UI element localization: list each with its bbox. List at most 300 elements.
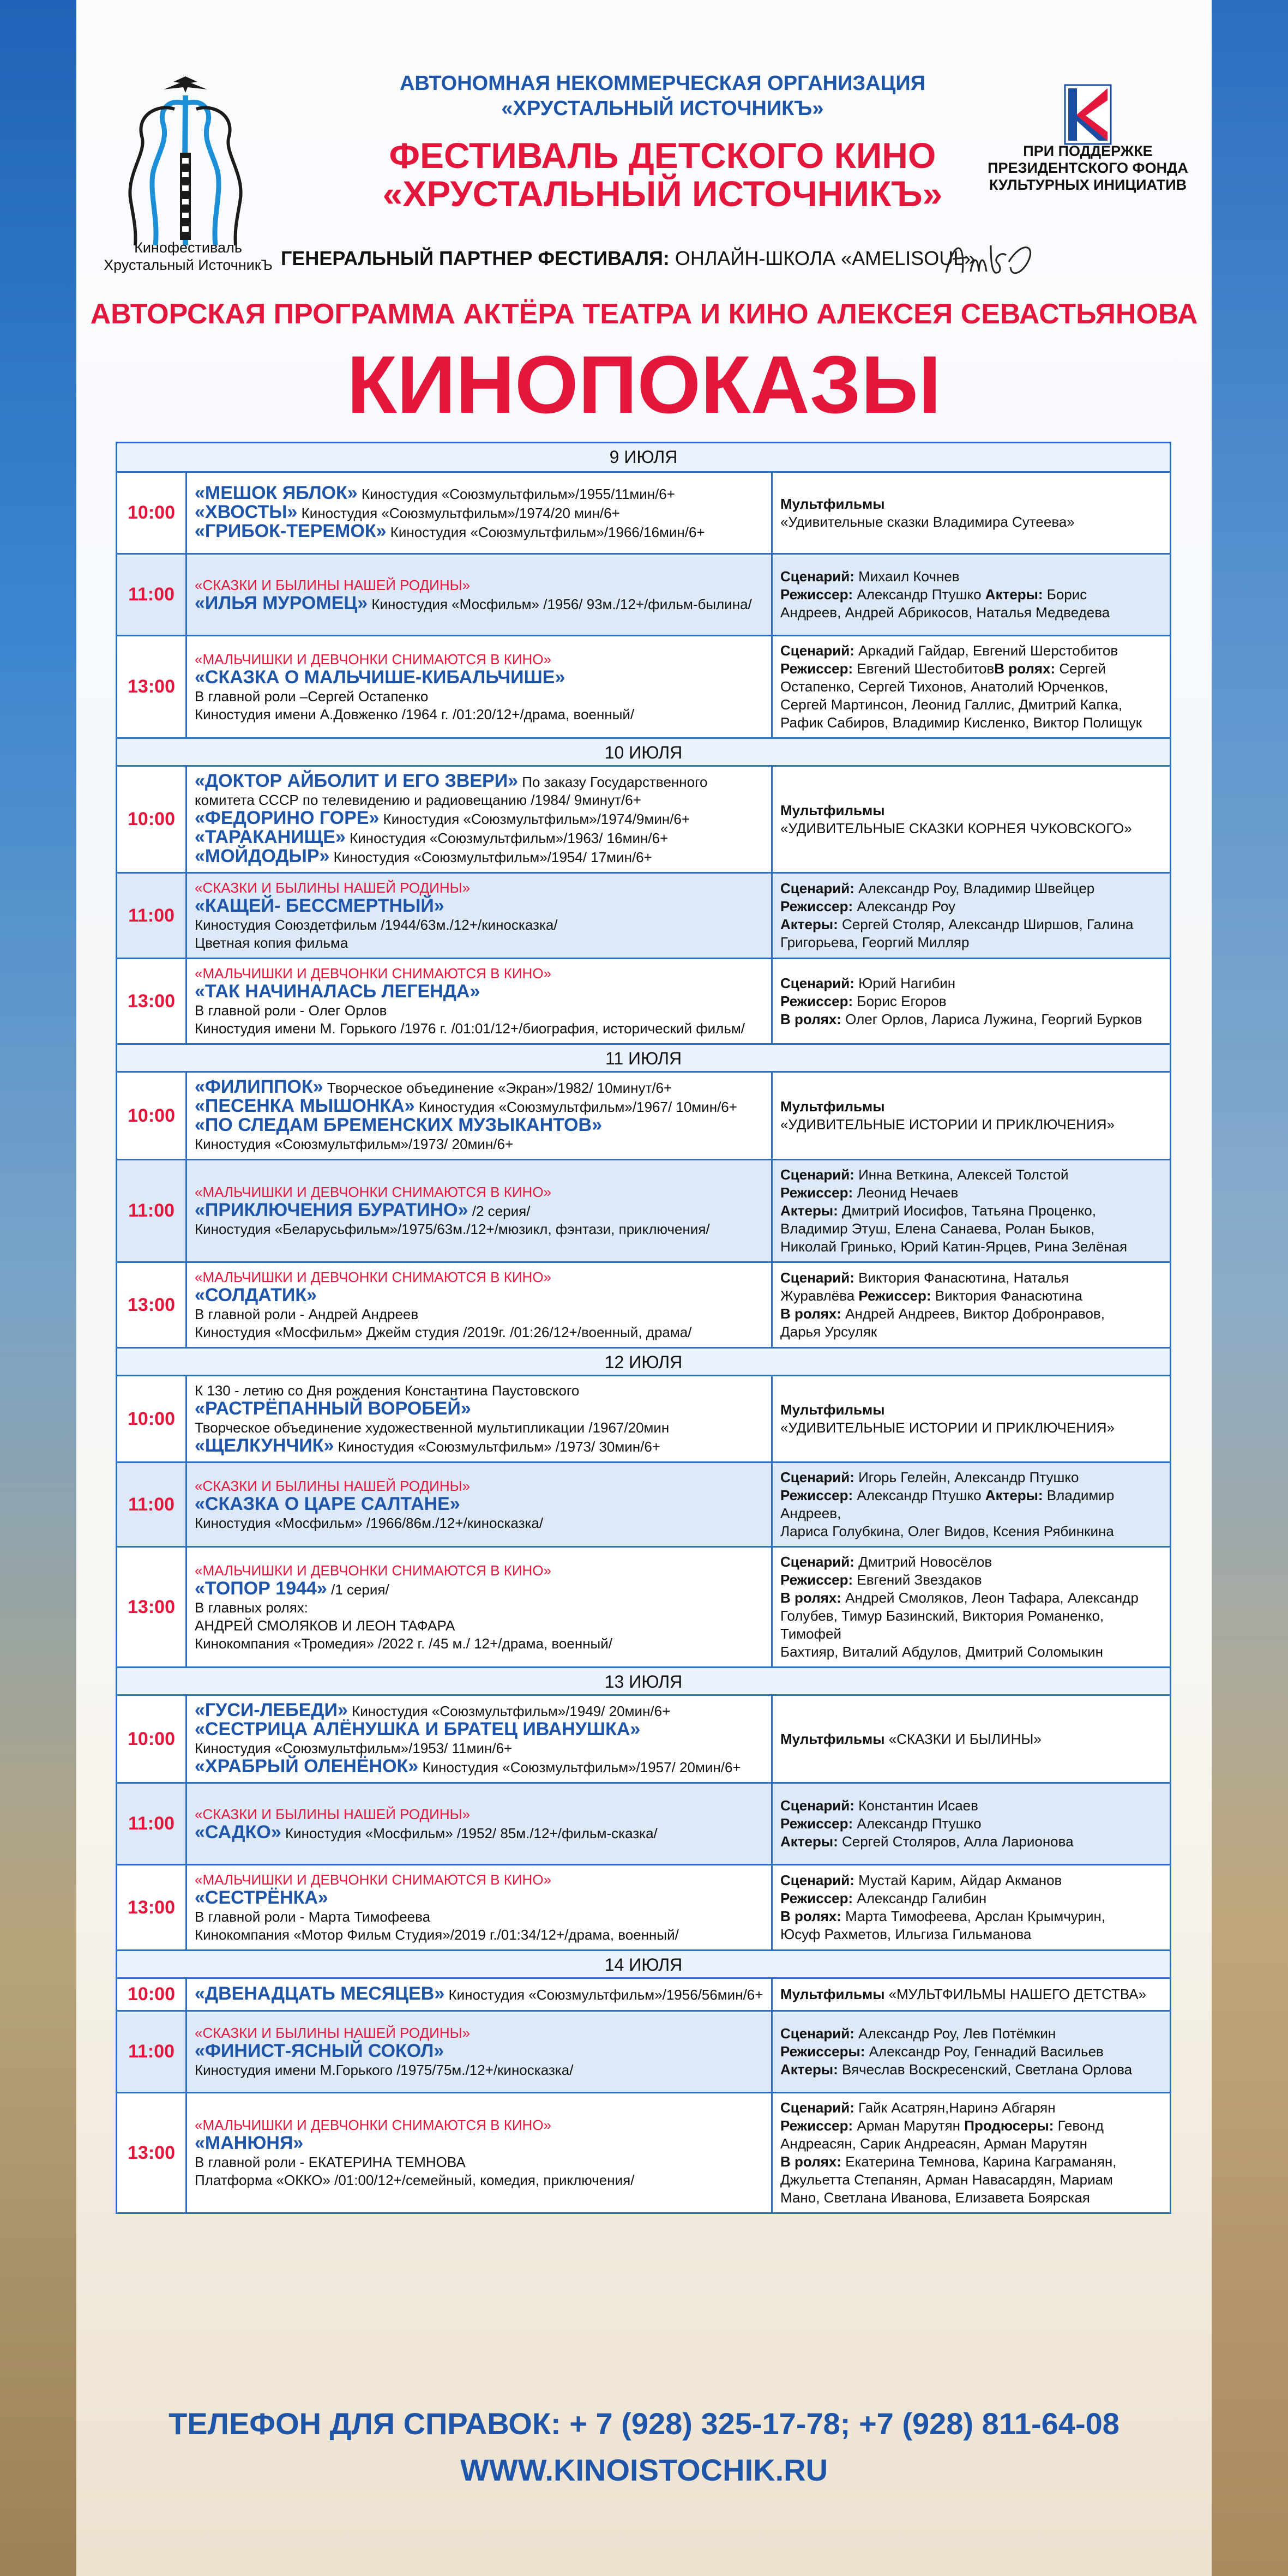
info-text: Андреев, Андрей Абрикосов, Наталья Медведева (780, 604, 1110, 621)
text-line (195, 1437, 763, 1456)
text-line (195, 965, 763, 983)
text-line (195, 1305, 763, 1323)
info-text: Творческое объединение художественной мультипликации /1967/20мин (195, 1419, 670, 1436)
info-label: Сценарий: (780, 642, 854, 659)
crew-info (773, 1376, 1170, 1461)
film-title: «СОЛДАТИК» (195, 1285, 317, 1305)
film-title: «ФИЛИППОК» (195, 1076, 323, 1097)
series-label: «СКАЗКИ И БЫЛИНЫ НАШЕЙ РОДИНЫ» (195, 1477, 471, 1494)
session-time: 13:00 (117, 1263, 187, 1347)
text-line (780, 2153, 1162, 2171)
text-line (780, 642, 1162, 660)
text-line (195, 1382, 763, 1400)
film-description (187, 1865, 773, 1949)
text-line (195, 1419, 763, 1437)
session-time: 13:00 (117, 636, 187, 737)
info-label: В ролях: (780, 1305, 841, 1322)
film-description (187, 1979, 773, 2010)
info-text: Джульетта Степанян, Арман Навасардян, Мариам (780, 2171, 1113, 2188)
info-label: Актеры: (985, 1487, 1043, 1503)
text-line (195, 1078, 763, 1097)
text-line (780, 1643, 1162, 1661)
info-label: В ролях: (780, 1590, 841, 1606)
info-text: АНДРЕЙ СМОЛЯКОВ И ЛЕОН ТАФАРА (195, 1617, 455, 1634)
text-line (195, 594, 763, 613)
info-text: Киностудия «Мосфильм» Джейм студия /2019г. /01:26/12+/военный, драма/ (195, 1324, 692, 1340)
film-description (187, 1376, 773, 1461)
text-line (780, 1419, 1162, 1437)
series-label: «МАЛЬЧИШКИ И ДЕВЧОНКИ СНИМАЮТСЯ В КИНО» (195, 1871, 552, 1888)
info-text: Киностудия имени М. Горького /1976 г. /01:01/12+/биография, исторический фильм/ (195, 1020, 745, 1037)
text-line (195, 879, 763, 897)
info-label: Актеры: (780, 1833, 838, 1850)
film-title: «ПО СЛЕДАМ БРЕМЕНСКИХ МУЗЫКАНТОВ» (195, 1115, 602, 1135)
day-header: 11 ИЮЛЯ (117, 1043, 1170, 1071)
info-text: Андреасян, Сарик Андреасян, Арман Марутян (780, 2135, 1088, 2152)
festival-name (305, 136, 1020, 213)
crew-info (773, 555, 1170, 635)
session-time: 13:00 (117, 1548, 187, 1666)
info-text: В главной роли - Марта Тимофеева (195, 1909, 431, 1925)
info-label: Режиссер: (780, 2117, 853, 2134)
text-line (195, 484, 763, 503)
info-text: Александр Птушко (853, 1815, 982, 1832)
day-header: 12 ИЮЛЯ (117, 1347, 1170, 1375)
info-text: Марта Тимофеева, Арслан Крымчурин, (841, 1908, 1106, 1924)
text-line (780, 714, 1162, 732)
text-line (780, 1166, 1162, 1184)
info-text: «УДИВИТЕЛЬНЫЕ ИСТОРИИ И ПРИКЛЮЧЕНИЯ» (780, 1116, 1115, 1133)
text-line (780, 1553, 1162, 1571)
info-text: Киностудия «Союзмультфильм»/1973/ 20мин/6+ (195, 1136, 514, 1152)
info-text: Евгений Звездаков (853, 1572, 982, 1588)
partner-label: ГЕНЕРАЛЬНЫЙ ПАРТНЕР ФЕСТИВАЛЯ: (281, 247, 670, 269)
info-text: Остапенко, Сергей Тихонов, Анатолий Юрченков, (780, 678, 1109, 695)
text-line (780, 2061, 1162, 2079)
text-line (195, 2042, 763, 2061)
info-label: Продюсеры: (964, 2117, 1054, 2134)
organization-name (305, 71, 1020, 121)
info-text: Киностудия «Союзмультфильм»/1956/56мин/6+ (444, 1987, 763, 2003)
info-text: Андрей Смоляков, Леон Тафара, Александр (841, 1590, 1139, 1606)
film-title: «ЩЕЛКУНЧИК» (195, 1435, 334, 1456)
info-text: Киностудия «Союзмультфильм»/1957/ 20мин/6+ (418, 1759, 741, 1775)
info-text: Мано, Светлана Иванова, Елизавета Боярская (780, 2189, 1090, 2206)
info-text: Киностудия «Союзмультфильм»/1974/20 мин/6+ (297, 505, 620, 521)
film-description (187, 959, 773, 1043)
contact-phone: ТЕЛЕФОН ДЛЯ СПРАВОК: + 7 (928) 325-17-78; +7 (928) 811-64-08 (168, 2406, 1120, 2441)
info-text: Андрей Андреев, Виктор Добронравов, (841, 1305, 1105, 1322)
text-line (195, 1599, 763, 1617)
info-text: Александр Роу, Лев Потёмкин (854, 2025, 1056, 2042)
info-label: Мультфильмы (780, 1986, 885, 2002)
crew-info (773, 1073, 1170, 1159)
info-label: Режиссер: (780, 992, 853, 1009)
info-text: Мустай Карим, Айдар Акманов (854, 1872, 1062, 1888)
series-label: «МАЛЬЧИШКИ И ДЕВЧОНКИ СНИМАЮТСЯ В КИНО» (195, 1269, 552, 1285)
session-time: 13:00 (117, 2093, 187, 2212)
crew-info (773, 2012, 1170, 2092)
session-row (117, 765, 1170, 872)
info-label: Мультфильмы (780, 495, 885, 512)
text-line (780, 1889, 1162, 1907)
info-text: Киностудия «Союзмультфильм»/1949/ 20мин/6+ (347, 1703, 671, 1719)
info-text: Лариса Голубкина, Олег Видов, Ксения Рябинкина (780, 1523, 1114, 1539)
info-label: В ролях: (780, 1010, 841, 1027)
author-program-title: АВТОРСКАЯ ПРОГРАММА АКТЁРА ТЕАТРА И КИНО АЛЕКСЕЯ СЕВАСТЬЯНОВА (90, 298, 1198, 330)
session-time: 10:00 (117, 1696, 187, 1782)
info-label: Мультфильмы (780, 1730, 885, 1747)
session-row (117, 1694, 1170, 1782)
info-label: Сценарий: (780, 1469, 854, 1485)
info-text: Владимир Андреев, (780, 1487, 1115, 1521)
day-block (117, 443, 1170, 737)
film-description (187, 473, 773, 553)
text-line (195, 1701, 763, 1720)
info-text: Сергей Столяр, Александр Ширшов, Галина (838, 916, 1134, 932)
text-line (195, 916, 763, 934)
text-line (780, 696, 1162, 714)
text-line (780, 2117, 1162, 2135)
session-row (117, 2010, 1170, 2092)
schedule-table (116, 442, 1171, 2214)
info-text: Киностудия «Союзмультфильм» /1973/ 30мин/6+ (334, 1439, 660, 1455)
film-description (187, 2093, 773, 2212)
info-text: В главной роли - Олег Орлов (195, 1002, 387, 1019)
website-link[interactable]: WWW.KINOISTOCHIK.RU (460, 2453, 828, 2487)
text-line (195, 651, 763, 669)
text-line (195, 934, 763, 952)
text-line (780, 1468, 1162, 1486)
info-text: Сергей (1055, 660, 1106, 677)
film-title: «КАЩЕЙ- БЕССМЕРТНЫЙ» (195, 895, 444, 916)
info-text: Голубев, Тимур Базинский, Виктория Романенко, Тимофей (780, 1608, 1104, 1642)
text-line (195, 772, 763, 791)
info-label: Сценарий: (780, 1269, 854, 1286)
text-line (195, 1286, 763, 1305)
info-text: Киностудия «Союзмультфильм»/1953/ 11мин/6+ (195, 1740, 513, 1756)
info-label: В ролях: (780, 1908, 841, 1924)
film-title: «СЕСТРИЦА АЛЁНУШКА И БРАТЕЦ ИВАНУШКА» (195, 1719, 641, 1740)
info-text: Киностудия «Союзмультфильм»/1954/ 17мин/6+ (329, 849, 652, 865)
background-left-strip (0, 0, 76, 2576)
pfki-line1: ПРИ ПОДДЕРЖКЕ (1023, 143, 1153, 159)
info-text: Кинокомпания «Мотор Фильм Студия»/2019 г./01:34/12+/драма, военный/ (195, 1927, 679, 1943)
film-title: «ТОПОР 1944» (195, 1578, 327, 1599)
info-label: Режиссер: (780, 586, 853, 603)
info-label: Мультфильмы (780, 802, 885, 818)
series-label: «МАЛЬЧИШКИ И ДЕВЧОНКИ СНИМАЮТСЯ В КИНО» (195, 2117, 552, 2133)
session-row (117, 1375, 1170, 1461)
film-title: «ДВЕНАДЦАТЬ МЕСЯЦЕВ» (195, 1983, 445, 2004)
info-label: Сценарий: (780, 1554, 854, 1570)
info-text: Бахтияр, Виталий Абдулов, Дмитрий Соломыкин (780, 1644, 1103, 1660)
film-description (187, 1696, 773, 1782)
film-title: «ФИНИСТ-ЯСНЫЙ СОКОЛ» (195, 2041, 444, 2061)
crew-info (773, 767, 1170, 872)
info-text: В главной роли - ЕКАТЕРИНА ТЕМНОВА (195, 2154, 466, 2170)
general-partner (281, 246, 1044, 270)
text-line (780, 1323, 1162, 1341)
text-line (780, 1098, 1162, 1116)
session-time: 11:00 (117, 2012, 187, 2092)
text-line (195, 1116, 763, 1135)
text-line (195, 1908, 763, 1926)
text-line (780, 802, 1162, 820)
film-title: «СЕСТРЁНКА» (195, 1887, 328, 1908)
text-line (195, 1495, 763, 1514)
info-text: Киностудия «Мосфильм» /1952/ 85м./12+/фильм-сказка/ (281, 1825, 658, 1841)
film-description (187, 1263, 773, 1347)
session-row (117, 635, 1170, 737)
day-block (117, 737, 1170, 1043)
info-text: /1 серия/ (327, 1581, 389, 1598)
info-text: Инна Веткина, Алексей Толстой (854, 1166, 1069, 1183)
crew-info (773, 1263, 1170, 1347)
film-title: «САДКО» (195, 1821, 281, 1843)
text-line (780, 898, 1162, 916)
info-label: Сценарий: (780, 1166, 854, 1183)
background-right-strip (1212, 0, 1288, 2576)
info-text: Николай Гринько, Юрий Катин-Ярцев, Рина Зелёная (780, 1238, 1128, 1255)
info-text: Александр Галибин (853, 1890, 987, 1906)
info-text: Дмитрий Иосифов, Татьяна Проценко, (838, 1202, 1096, 1219)
presidential-fund-logo (1061, 82, 1115, 147)
info-label: Сценарий: (780, 1797, 854, 1814)
session-row (117, 872, 1170, 958)
session-row (117, 1864, 1170, 1949)
info-text: /2 серия/ (468, 1203, 531, 1219)
info-label: Актеры: (985, 586, 1043, 603)
info-label: Режиссер: (780, 1487, 853, 1503)
info-text: В главной роли –Сергей Остапенко (195, 688, 429, 705)
info-text: Константин Исаев (854, 1797, 978, 1814)
info-text: Борис (1043, 586, 1087, 603)
info-label: Актеры: (780, 1202, 838, 1219)
text-line (780, 2025, 1162, 2043)
day-header: 9 ИЮЛЯ (117, 443, 1170, 471)
partner-value: ОНЛАЙН-ШКОЛА «AMELISOUL» (675, 247, 976, 269)
text-line (780, 2189, 1162, 2207)
info-text: Киностудия «Беларусьфильм»/1975/63м./12+/мюзикл, фэнтази, приключения/ (195, 1221, 710, 1237)
info-text: Киностудия имени А.Довженко /1964 г. /01:20/12+/драма, военный/ (195, 706, 635, 723)
film-title: «ХРАБРЫЙ ОЛЕНЁНОК» (195, 1756, 419, 1777)
film-description (187, 1073, 773, 1159)
text-line (195, 983, 763, 1002)
text-line (195, 1805, 763, 1823)
text-line (195, 1477, 763, 1495)
day-header: 10 ИЮЛЯ (117, 737, 1170, 765)
crew-info (773, 2093, 1170, 2212)
info-text: Сергей Мартинсон, Леонид Галлис, Дмитрий Капка, (780, 696, 1123, 713)
text-line (780, 1184, 1162, 1202)
text-line (780, 1589, 1162, 1607)
text-line (780, 2099, 1162, 2117)
day-header: 13 ИЮЛЯ (117, 1666, 1170, 1694)
info-label: Режиссеры: (780, 2043, 865, 2060)
fest-line2: «ХРУСТАЛЬНЫЙ ИСТОЧНИКЪ» (382, 173, 943, 214)
film-description (187, 555, 773, 635)
info-text: Вячеслав Воскресенский, Светлана Орлова (838, 2061, 1133, 2078)
text-line (195, 1183, 763, 1201)
info-text: Леонид Нечаев (853, 1184, 959, 1201)
text-line (780, 568, 1162, 586)
film-title: «МЕШОК ЯБЛОК» (195, 483, 358, 503)
text-line (195, 1562, 763, 1580)
session-time: 13:00 (117, 959, 187, 1043)
film-description (187, 636, 773, 737)
text-line (780, 604, 1162, 622)
info-text: Александр Роу (853, 898, 956, 914)
text-line (780, 1815, 1162, 1833)
text-line (780, 1401, 1162, 1419)
text-line (780, 1202, 1162, 1220)
text-line (195, 2061, 763, 2079)
info-text: Платформа «ОККО» /01:00/12+/семейный, комедия, приключения/ (195, 2172, 635, 2188)
info-label: Сценарий: (780, 2025, 854, 2042)
text-line (195, 522, 763, 541)
info-label: Мультфильмы (780, 1401, 885, 1418)
info-label: Сценарий: (780, 2099, 854, 2116)
text-line (195, 1400, 763, 1419)
film-title: «ПЕСЕНКА МЫШОНКА» (195, 1096, 415, 1116)
pfki-line2: ПРЕЗИДЕНТСКОГО ФОНДА (988, 160, 1188, 176)
film-description (187, 1463, 773, 1546)
info-text: Юсуф Рахметов, Ильгиза Гильманова (780, 1926, 1032, 1942)
session-time: 10:00 (117, 767, 187, 872)
session-time: 13:00 (117, 1865, 187, 1949)
session-row (117, 553, 1170, 635)
film-description (187, 874, 773, 958)
info-text: Александр Птушко (853, 1487, 985, 1503)
film-title: «РАСТРЁПАННЫЙ ВОРОБЕЙ» (195, 1398, 471, 1419)
text-line (195, 809, 763, 828)
film-title: «МАНЮНЯ» (195, 2133, 304, 2153)
text-line (780, 880, 1162, 898)
info-text: Сергей Столяров, Алла Ларионова (838, 1833, 1074, 1850)
text-line (195, 1871, 763, 1889)
info-text: Борис Егоров (853, 992, 947, 1009)
text-line (195, 2171, 763, 2189)
text-line (780, 1833, 1162, 1851)
text-line (780, 1925, 1162, 1943)
film-description (187, 2012, 773, 2092)
crew-info (773, 1696, 1170, 1782)
text-line (195, 1020, 763, 1038)
text-line (780, 1220, 1162, 1238)
info-label: Режиссер: (780, 1890, 853, 1906)
info-label: Режиссер: (780, 1815, 853, 1832)
series-label: «СКАЗКИ И БЫЛИНЫ НАШЕЙ РОДИНЫ» (195, 576, 471, 593)
film-title: «ХВОСТЫ» (195, 502, 298, 522)
session-time: 11:00 (117, 555, 187, 635)
text-line (780, 1522, 1162, 1540)
text-line (780, 1116, 1162, 1134)
film-description (187, 1784, 773, 1864)
text-line (195, 1220, 763, 1238)
info-text: Гайк Асатрян,Наринэ Абгарян (854, 2099, 1056, 2116)
logo-caption-line2: Хрустальный ИсточникЪ (104, 257, 273, 273)
info-text: В главных ролях: (195, 1599, 309, 1616)
session-row (117, 1261, 1170, 1347)
info-label: Актеры: (780, 916, 838, 932)
session-row (117, 1977, 1170, 2010)
text-line (780, 2135, 1162, 2153)
day-header: 14 ИЮЛЯ (117, 1949, 1170, 1977)
info-text: Журавлёва (780, 1287, 859, 1304)
text-line (780, 1238, 1162, 1256)
text-line (195, 847, 763, 866)
text-line (195, 2024, 763, 2042)
info-label: Сценарий: (780, 974, 854, 991)
session-time: 10:00 (117, 473, 187, 553)
film-title: «ДОКТОР АЙБОЛИТ И ЕГО ЗВЕРИ» (195, 771, 519, 791)
info-text: Кинокомпания «Тромедия» /2022 г. /45 м./ 12+/драма, военный/ (195, 1635, 612, 1652)
text-line (195, 1720, 763, 1740)
text-line (780, 1287, 1162, 1305)
info-text: Дарья Урсуляк (780, 1323, 877, 1340)
text-line (780, 2171, 1162, 2189)
series-label: «СКАЗКИ И БЫЛИНЫ НАШЕЙ РОДИНЫ» (195, 2025, 471, 2041)
logo-caption (98, 239, 278, 274)
info-text: Евгений Шестобитов (853, 660, 995, 677)
day-block (117, 1666, 1170, 1949)
info-text: Александр Роу, Геннадий Васильев (865, 2043, 1104, 2060)
info-text: «УДИВИТЕЛЬНЫЕ ИСТОРИИ И ПРИКЛЮЧЕНИЯ» (780, 1419, 1115, 1436)
info-text: Александр Роу, Владимир Швейцер (854, 880, 1095, 896)
info-text: Екатерина Темнова, Карина Каграманян, (841, 2153, 1117, 2170)
org-line1: АВТОНОМНАЯ НЕКОММЕРЧЕСКАЯ ОРГАНИЗАЦИЯ (399, 72, 926, 95)
info-text: Киностудия «Мосфильм» /1956/ 93м./12+/фильм-былина/ (368, 595, 752, 612)
pfki-line3: КУЛЬТУРНЫХ ИНИЦИАТИВ (989, 177, 1187, 193)
text-line (780, 1730, 1162, 1748)
film-title: «СКАЗКА О МАЛЬЧИШЕ-КИБАЛЬЧИШЕ» (195, 666, 565, 688)
text-line (780, 1010, 1162, 1028)
session-time: 11:00 (117, 874, 187, 958)
text-line (780, 934, 1162, 952)
film-title: «ТАК НАЧИНАЛАСЬ ЛЕГЕНДА» (195, 981, 480, 1002)
text-line (780, 992, 1162, 1010)
info-text: Гевонд (1054, 2117, 1104, 2134)
session-row (117, 1071, 1170, 1159)
session-row (117, 1782, 1170, 1864)
text-line (195, 666, 763, 688)
text-line (195, 1097, 763, 1116)
session-time: 10:00 (117, 1979, 187, 2010)
info-text: «МУЛЬТФИЛЬМЫ НАШЕГО ДЕТСТВА» (884, 1986, 1147, 2002)
text-line (195, 503, 763, 522)
text-line (780, 916, 1162, 934)
day-block (117, 1043, 1170, 1347)
info-label: Мультфильмы (780, 1098, 885, 1115)
info-text: Киностудия имени М.Горького /1975/75м./12+/киносказка/ (195, 2062, 574, 2078)
session-time: 11:00 (117, 1784, 187, 1864)
info-label: Сценарий: (780, 568, 854, 585)
text-line (195, 1740, 763, 1758)
info-label: Сценарий: (780, 1872, 854, 1888)
info-text: «УДИВИТЕЛЬНЫЕ СКАЗКИ КОРНЕЯ ЧУКОВСКОГО» (780, 820, 1132, 836)
series-label: «СКАЗКИ И БЫЛИНЫ НАШЕЙ РОДИНЫ» (195, 880, 471, 896)
text-line (780, 1871, 1162, 1889)
info-text: Цветная копия фильма (195, 935, 348, 951)
text-line (780, 513, 1162, 531)
text-line (195, 1135, 763, 1153)
info-text: «СКАЗКИ И БЫЛИНЫ» (884, 1730, 1042, 1747)
series-label: «МАЛЬЧИШКИ И ДЕВЧОНКИ СНИМАЮТСЯ В КИНО» (195, 1184, 552, 1200)
info-text: В главной роли - Андрей Андреев (195, 1306, 419, 1322)
text-line (780, 974, 1162, 992)
info-text: комитета СССР по телевидению и радиовещанию /1984/ 9минут/6+ (195, 792, 641, 808)
